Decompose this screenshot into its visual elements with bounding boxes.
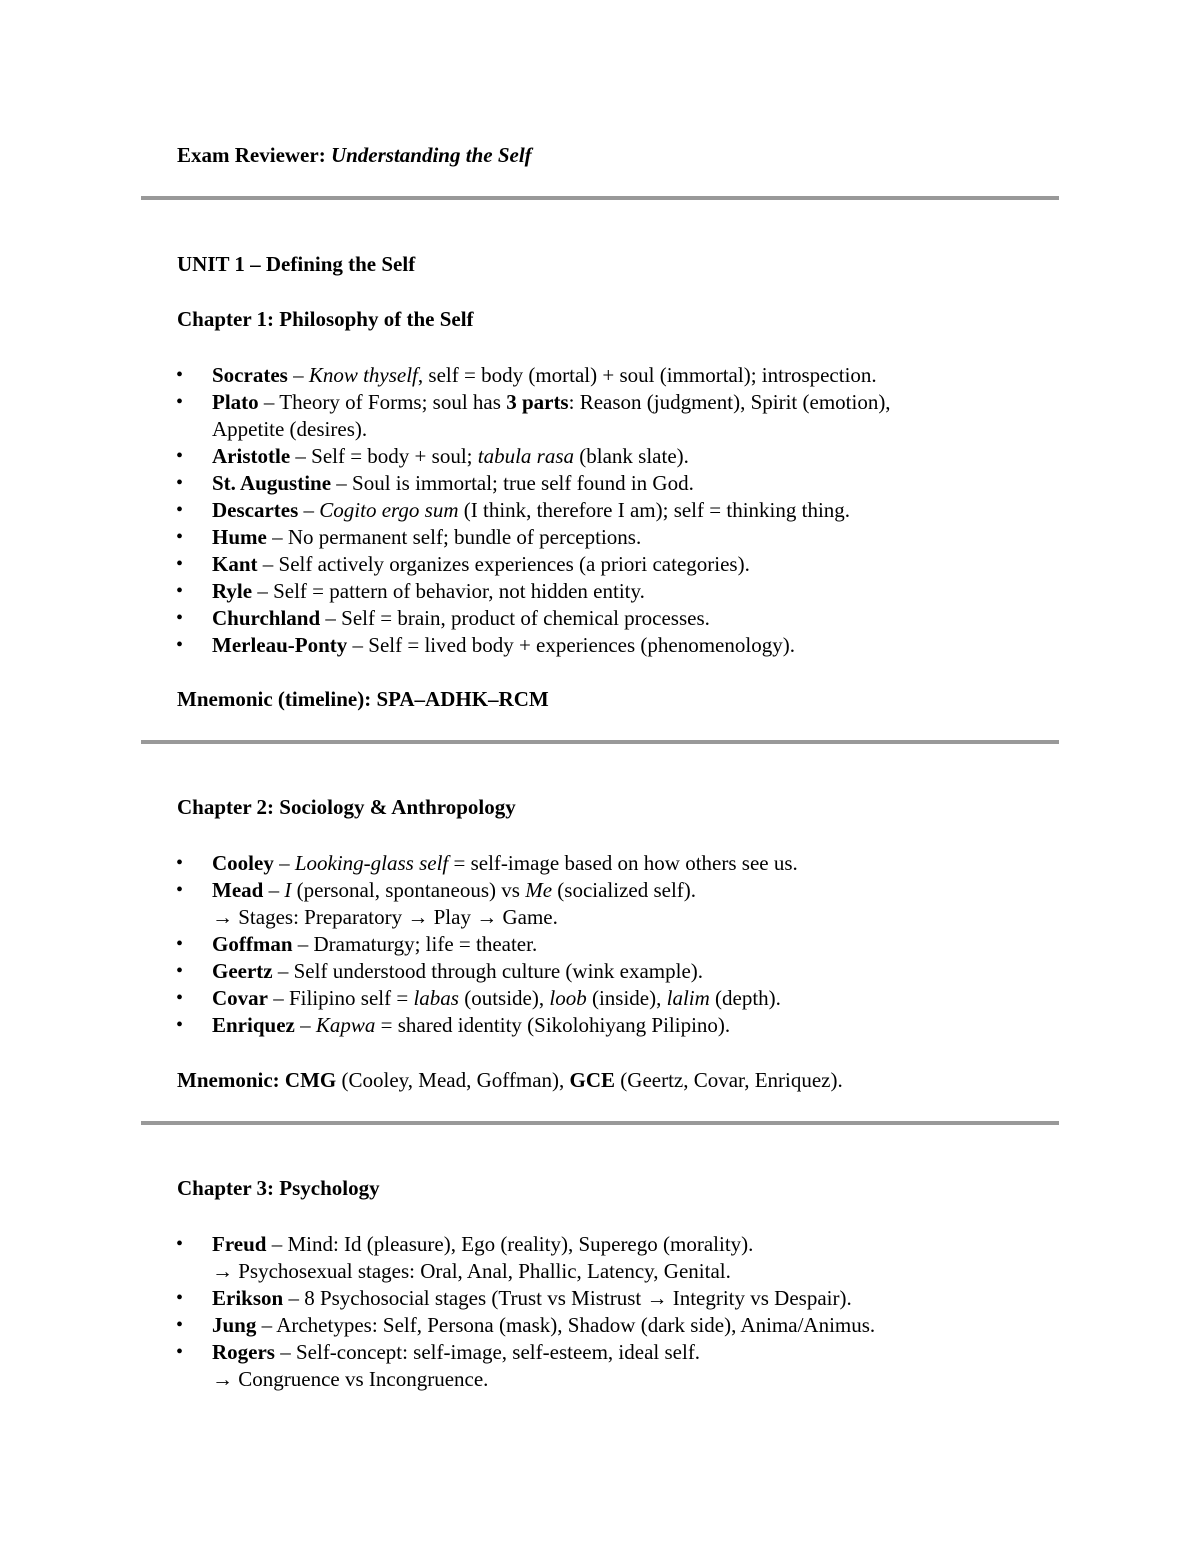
item-text: – Archetypes: Self, Persona (mask), Shadow (dark side), Anima/Animus. <box>256 1313 876 1337</box>
item-continuation: Appetite (desires). <box>212 417 368 441</box>
item-text: = self-image based on how others see us. <box>448 851 798 875</box>
list-item <box>177 470 1057 497</box>
theorist-name: Geertz <box>212 959 273 983</box>
item-text: – Mind: Id (pleasure), Ego (reality), Superego (morality). <box>266 1232 754 1256</box>
item-text: , self = body (mortal) + soul (immortal); introspection. <box>417 363 877 387</box>
theorist-name: Enriquez <box>212 1013 295 1037</box>
list-item <box>177 389 1057 443</box>
list-item <box>177 1012 1057 1039</box>
item-text: – Self = pattern of behavior, not hidden entity. <box>252 579 645 603</box>
list-item <box>177 1285 1057 1312</box>
divider <box>141 740 1059 744</box>
item-text: (blank slate). <box>574 444 689 468</box>
psychologist-name: Freud <box>212 1232 267 1256</box>
item-term: Know thyself <box>308 363 418 387</box>
item-text: – 8 Psychosocial stages (Trust vs Mistrust → Integrity vs Despair). <box>283 1286 852 1310</box>
title-subject: Understanding the Self <box>330 143 532 167</box>
item-text: – Self-concept: self-image, self-esteem, ideal self. <box>274 1340 701 1364</box>
item-text: – Self understood through culture (wink example). <box>272 959 704 983</box>
psychologist-name: Erikson <box>212 1286 284 1310</box>
item-text: – <box>263 878 285 902</box>
item-term: loob <box>549 986 587 1010</box>
philosopher-name: Aristotle <box>212 444 291 468</box>
philosopher-name: Kant <box>212 552 258 576</box>
item-text: – <box>287 363 309 387</box>
item-text: – Self = body + soul; <box>290 444 478 468</box>
list-item <box>177 605 1057 632</box>
philosopher-name: Socrates <box>212 363 288 387</box>
philosopher-name: Plato <box>212 390 259 414</box>
chapter1-list <box>177 362 1057 659</box>
item-text: = shared identity (Sikolohiyang Pilipino). <box>375 1013 731 1037</box>
item-text: – <box>273 851 295 875</box>
item-text: – Self = lived body + experiences (phenomenology). <box>347 633 795 657</box>
philosopher-name: Descartes <box>212 498 299 522</box>
item-text: – Soul is immortal; true self found in God. <box>331 471 694 495</box>
philosopher-name: Hume <box>212 525 267 549</box>
list-item <box>177 1339 1057 1393</box>
document-title <box>177 143 532 168</box>
theorist-name: Goffman <box>212 932 293 956</box>
list-item <box>177 877 1057 931</box>
item-continuation: → Congruence vs Incongruence. <box>212 1367 489 1391</box>
list-item <box>177 632 1057 659</box>
item-text: (personal, spontaneous) vs <box>291 878 526 902</box>
list-item <box>177 443 1057 470</box>
theorist-name: Mead <box>212 878 264 902</box>
philosopher-name: Ryle <box>212 579 253 603</box>
item-text: – Self actively organizes experiences (a priori categories). <box>257 552 750 576</box>
philosopher-name: St. Augustine <box>212 471 332 495</box>
item-term: labas <box>413 986 459 1010</box>
item-text: (inside), <box>586 986 667 1010</box>
item-term: Looking-glass self <box>294 851 449 875</box>
list-item <box>177 524 1057 551</box>
item-text: : Reason (judgment), Spirit (emotion), <box>568 390 891 414</box>
item-continuation: → Psychosexual stages: Oral, Anal, Phallic, Latency, Genital. <box>212 1259 731 1283</box>
list-item <box>177 850 1057 877</box>
chapter2-list <box>177 850 1057 1039</box>
theorist-name: Cooley <box>212 851 274 875</box>
list-item <box>177 958 1057 985</box>
philosopher-name: Merleau-Ponty <box>212 633 348 657</box>
theorist-name: Covar <box>212 986 268 1010</box>
list-item <box>177 362 1057 389</box>
item-term: Me <box>525 878 553 902</box>
mnemonic-text: (Geertz, Covar, Enriquez). <box>615 1068 843 1092</box>
item-term: tabula rasa <box>477 444 575 468</box>
item-text: – No permanent self; bundle of perceptions. <box>266 525 642 549</box>
philosopher-name: Churchland <box>212 606 321 630</box>
psychologist-name: Rogers <box>212 1340 275 1364</box>
item-text: – Filipino self = <box>268 986 414 1010</box>
list-item <box>177 1231 1057 1285</box>
mnemonic-text: (Cooley, Mead, Goffman), <box>336 1068 570 1092</box>
list-item <box>177 578 1057 605</box>
mnemonic-acronym: GCE <box>569 1068 616 1092</box>
list-item <box>177 1312 1057 1339</box>
item-text: – Theory of Forms; soul has <box>258 390 507 414</box>
chapter3-title: Chapter 3: Psychology <box>177 1176 380 1200</box>
item-text: – Self = brain, product of chemical processes. <box>320 606 710 630</box>
item-text: – Dramaturgy; life = theater. <box>292 932 538 956</box>
item-term: lalim <box>666 986 710 1010</box>
list-item <box>177 551 1057 578</box>
item-continuation: → Stages: Preparatory → Play → Game. <box>212 905 558 929</box>
list-item <box>177 985 1057 1012</box>
chapter3-list <box>177 1231 1057 1393</box>
list-item <box>177 497 1057 524</box>
item-term: Kapwa <box>315 1013 376 1037</box>
divider <box>141 196 1059 200</box>
item-text: – <box>298 498 320 522</box>
divider <box>141 1121 1059 1125</box>
item-text: (socialized self). <box>552 878 697 902</box>
unit-title: UNIT 1 – Defining the Self <box>177 252 416 276</box>
item-emphasis: 3 parts <box>506 390 569 414</box>
psychologist-name: Jung <box>212 1313 257 1337</box>
chapter2-title: Chapter 2: Sociology & Anthropology <box>177 795 516 819</box>
list-item <box>177 931 1057 958</box>
item-term: I <box>284 878 292 902</box>
title-label: Exam Reviewer: <box>177 143 326 167</box>
chapter1-mnemonic: Mnemonic (timeline): SPA–ADHK–RCM <box>177 687 549 711</box>
mnemonic-label: Mnemonic: <box>177 1068 280 1092</box>
mnemonic-acronym: CMG <box>284 1068 337 1092</box>
item-text: (outside), <box>458 986 550 1010</box>
chapter1-title: Chapter 1: Philosophy of the Self <box>177 307 474 331</box>
item-text: – <box>294 1013 316 1037</box>
chapter2-mnemonic <box>177 1068 843 1093</box>
item-text: (I think, therefore I am); self = thinking thing. <box>458 498 851 522</box>
item-text: (depth). <box>709 986 781 1010</box>
item-term: Cogito ergo sum <box>319 498 459 522</box>
